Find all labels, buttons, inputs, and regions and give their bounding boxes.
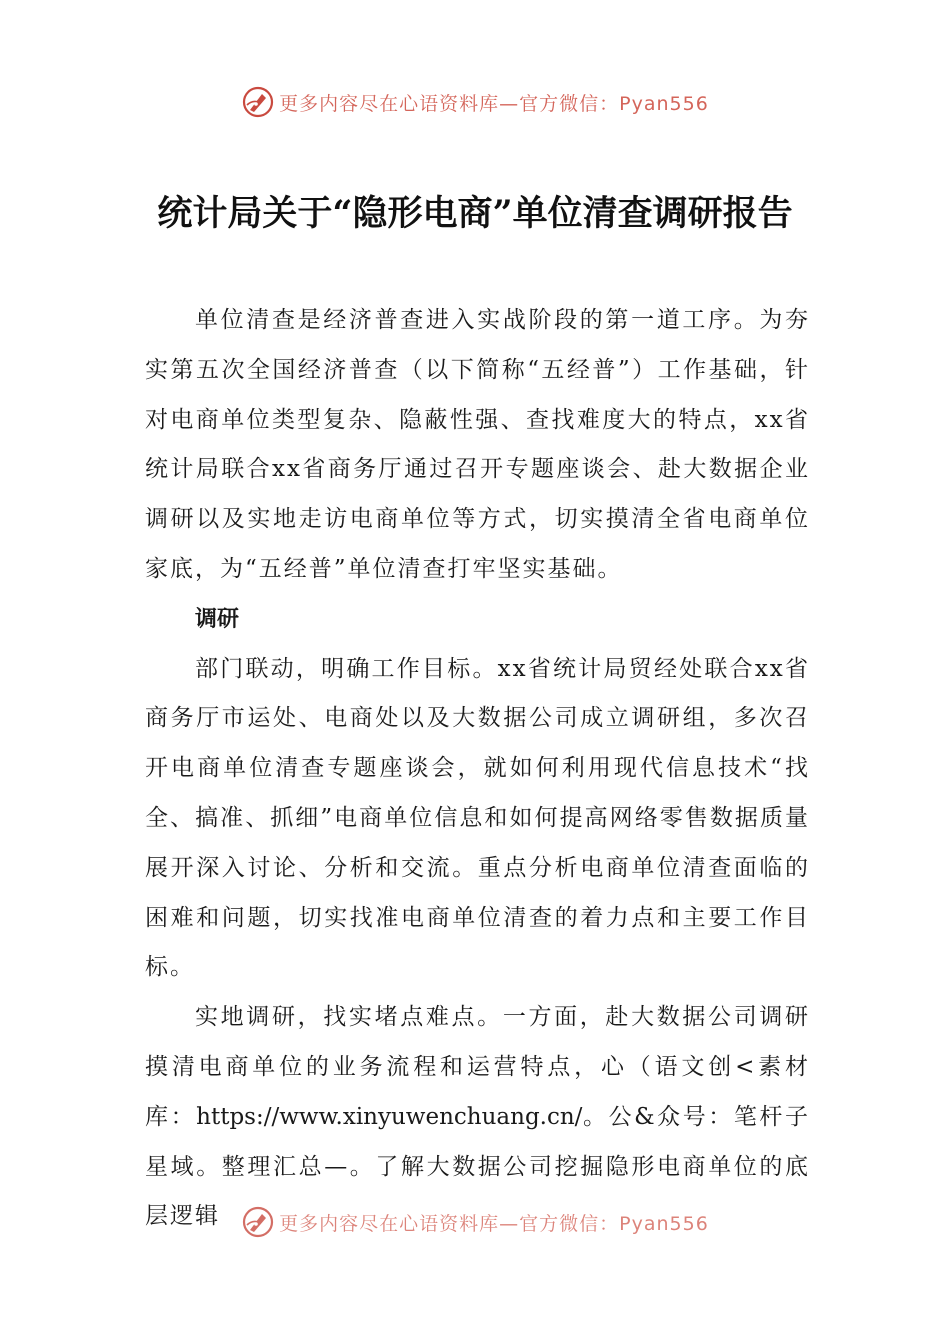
- intro-paragraph: 单位清查是经济普查进入实战阶段的第一道工序。为夯实第五次全国经济普查（以下简称“五经普”）工作基础，针对电商单位类型复杂、隐蔽性强、查找难度大的特点，xx省统计局联合xx省商务厅通过召开专题座谈会、赴大数据企业调研以及实地走访电商单位等方式，切实摸清全省电商单位家底，为“五经普”单位清查打牢坚实基础。: [145, 307, 810, 582]
- pen-nib-circle-icon: [241, 1205, 275, 1239]
- last-paragraph-text: 实地调研，找实堵点难点。一方面，赴大数据公司调研摸清电商单位的业务流程和运营特点，心（语文创<素材库：: [145, 1004, 810, 1130]
- header-watermark-banner: [0, 82, 950, 122]
- footer-watermark-banner: [0, 1202, 950, 1242]
- document-body: [145, 296, 810, 1242]
- section-heading: 调研: [195, 606, 240, 632]
- banner-text: 更多内容尽在心语资料库—官方微信：Pyan556: [279, 1212, 709, 1235]
- last-paragraph-continuation: 。公&众号：笔杆子星域。整理汇总—。了解大数据公司挖掘隐形电商单位的底层逻辑: [145, 1103, 810, 1230]
- section-paragraph: 部门联动，明确工作目标。xx省统计局贸经处联合xx省商务厅市运处、电商处以及大数据公司成立调研组，多次召开电商单位清查专题座谈会，就如何利用现代信息技术“找全、搞准、抓细”电商单位信息和如何提高网络零售数据质量展开深入讨论、分析和交流。重点分析电商单位清查面临的困难和问题，切实找准电商单位清查的着力点和主要工作目标。: [145, 655, 810, 981]
- source-url-link[interactable]: https://www.xinyuwenchuang.cn/: [196, 1103, 583, 1130]
- banner-text: 更多内容尽在心语资料库—官方微信：Pyan556: [279, 92, 709, 115]
- pen-nib-circle-icon: [241, 85, 275, 119]
- document-title: 统计局关于“隐形电商”单位清查调研报告: [157, 193, 793, 234]
